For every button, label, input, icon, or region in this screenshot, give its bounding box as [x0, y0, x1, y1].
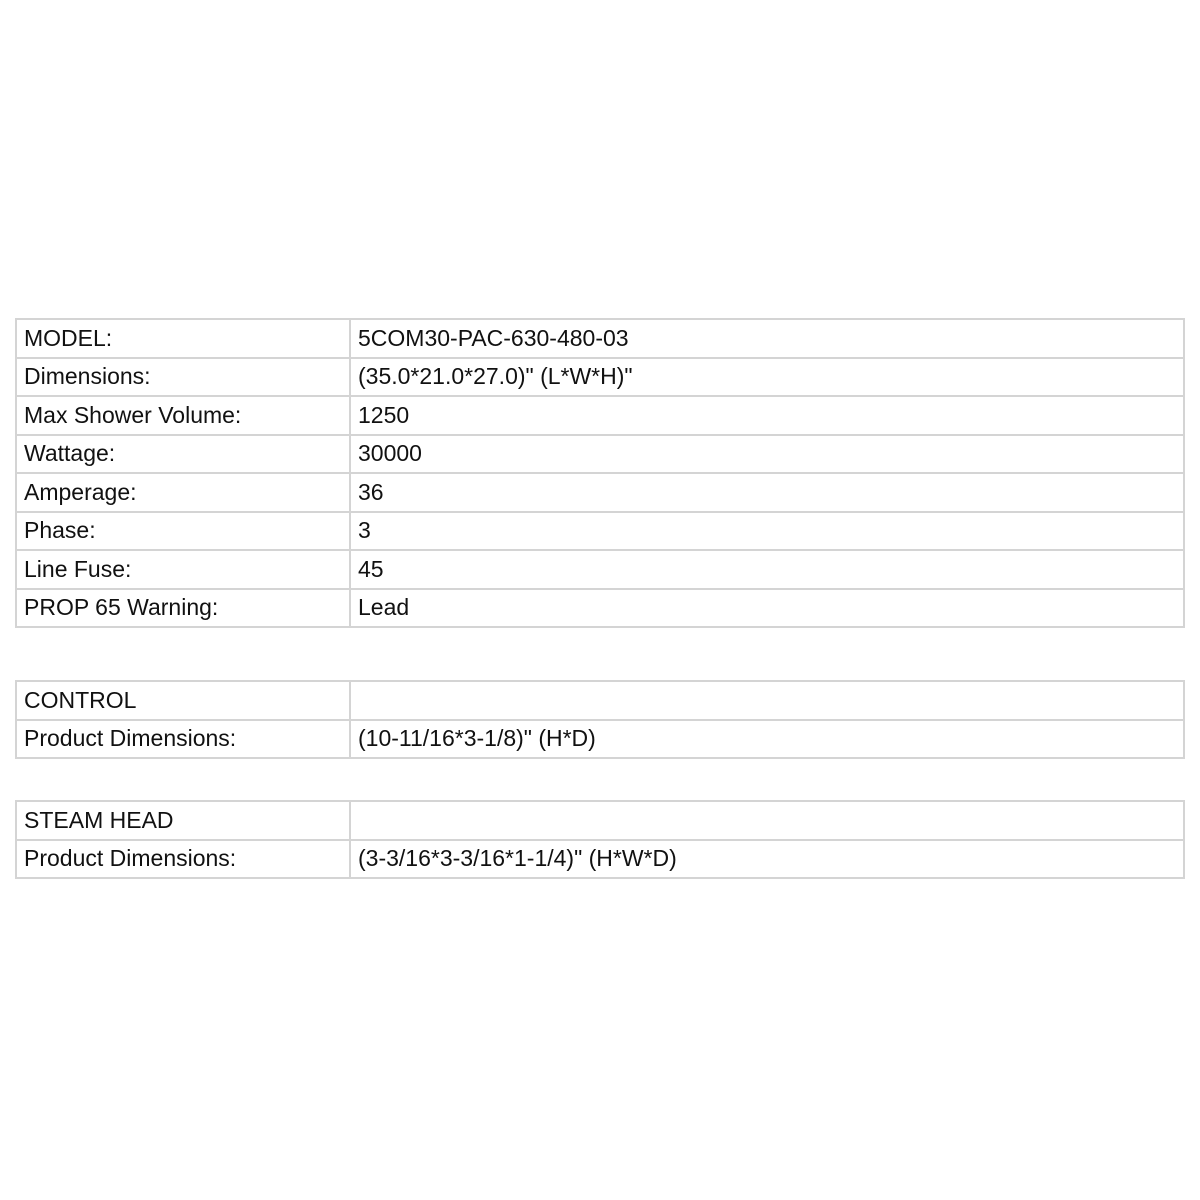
- control-dimensions-label: Product Dimensions:: [16, 720, 350, 759]
- spec-value-dimensions: (35.0*21.0*27.0)" (L*W*H)": [350, 358, 1184, 397]
- spec-value-wattage: 30000: [350, 435, 1184, 474]
- spec-label-max-shower-volume: Max Shower Volume:: [16, 396, 350, 435]
- spec-label-phase: Phase:: [16, 512, 350, 551]
- main-spec-table: [15, 318, 1185, 628]
- spec-label-dimensions: Dimensions:: [16, 358, 350, 397]
- spec-label-model: MODEL:: [16, 319, 350, 358]
- table-row: [16, 589, 1184, 628]
- table-row: [16, 550, 1184, 589]
- spec-value-max-shower-volume: 1250: [350, 396, 1184, 435]
- spec-value-model: 5COM30-PAC-630-480-03: [350, 319, 1184, 358]
- table-row: [16, 435, 1184, 474]
- spec-value-line-fuse: 45: [350, 550, 1184, 589]
- control-spec-table: [15, 680, 1185, 759]
- spec-value-amperage: 36: [350, 473, 1184, 512]
- spec-value-prop65-warning: Lead: [350, 589, 1184, 628]
- control-heading: CONTROL: [16, 681, 350, 720]
- table-row: [16, 473, 1184, 512]
- spec-label-line-fuse: Line Fuse:: [16, 550, 350, 589]
- steam-head-dimensions-label: Product Dimensions:: [16, 840, 350, 879]
- table-row: [16, 396, 1184, 435]
- table-row: [16, 319, 1184, 358]
- spec-label-prop65-warning: PROP 65 Warning:: [16, 589, 350, 628]
- table-row: [16, 512, 1184, 551]
- table-row: [16, 840, 1184, 879]
- steam-head-heading: STEAM HEAD: [16, 801, 350, 840]
- spec-label-wattage: Wattage:: [16, 435, 350, 474]
- spec-label-amperage: Amperage:: [16, 473, 350, 512]
- table-row: [16, 720, 1184, 759]
- steam-head-spec-table: [15, 800, 1185, 879]
- empty-cell: [350, 801, 1184, 840]
- table-row: [16, 801, 1184, 840]
- table-row: [16, 358, 1184, 397]
- table-row: [16, 681, 1184, 720]
- steam-head-dimensions-value: (3-3/16*3-3/16*1-1/4)" (H*W*D): [350, 840, 1184, 879]
- spec-value-phase: 3: [350, 512, 1184, 551]
- control-dimensions-value: (10-11/16*3-1/8)" (H*D): [350, 720, 1184, 759]
- empty-cell: [350, 681, 1184, 720]
